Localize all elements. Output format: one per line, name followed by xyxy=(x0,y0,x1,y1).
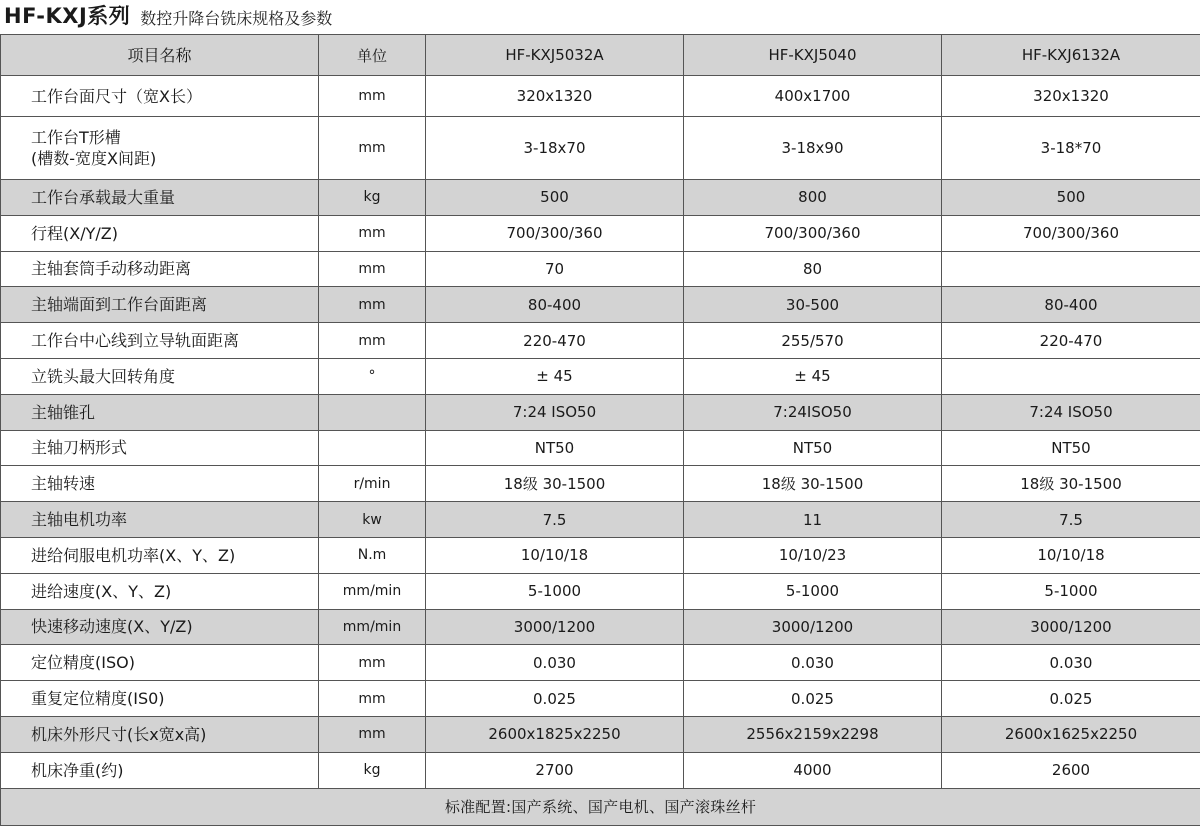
row-item-label: 工作台面尺寸（宽X长） xyxy=(1,76,319,117)
row-item-label: 机床外形尺寸(长x宽x高) xyxy=(1,716,319,752)
row-unit: mm xyxy=(319,323,426,359)
row-unit: r/min xyxy=(319,466,426,502)
table-row xyxy=(1,287,1200,323)
table-row xyxy=(1,537,1200,573)
table-row xyxy=(1,645,1200,681)
table-row xyxy=(1,358,1200,394)
row-item-label: 行程(X/Y/Z) xyxy=(1,215,319,251)
row-item-label: 工作台中心线到立导轨面距离 xyxy=(1,323,319,359)
row-value-model-3: 500 xyxy=(942,180,1200,216)
row-item-label: 主轴电机功率 xyxy=(1,502,319,538)
row-item-label-line2: (槽数-宽度X间距) xyxy=(31,149,157,168)
row-item-label: 主轴套筒手动移动距离 xyxy=(1,251,319,287)
row-item-label: 主轴端面到工作台面距离 xyxy=(1,287,319,323)
row-value-model-2: 3-18x90 xyxy=(684,117,942,180)
page-header xyxy=(0,0,1200,34)
row-value-model-3: 7:24 ISO50 xyxy=(942,394,1200,430)
row-value-model-3: 80-400 xyxy=(942,287,1200,323)
row-value-model-2: 4000 xyxy=(684,752,942,788)
row-value-model-2: 2556x2159x2298 xyxy=(684,716,942,752)
column-header-model-1: HF-KXJ5032A xyxy=(426,35,684,76)
row-value-model-2: 3000/1200 xyxy=(684,609,942,645)
row-value-model-2: 10/10/23 xyxy=(684,537,942,573)
row-unit: mm xyxy=(319,215,426,251)
row-value-model-2: 5-1000 xyxy=(684,573,942,609)
row-value-model-1: 70 xyxy=(426,251,684,287)
row-value-model-1: 2700 xyxy=(426,752,684,788)
row-value-model-3 xyxy=(942,358,1200,394)
row-item-label: 重复定位精度(IS0) xyxy=(1,681,319,717)
row-value-model-2: ± 45 xyxy=(684,358,942,394)
table-row xyxy=(1,323,1200,359)
row-value-model-2: NT50 xyxy=(684,430,942,466)
row-value-model-1: 320x1320 xyxy=(426,76,684,117)
row-value-model-1: 18级 30-1500 xyxy=(426,466,684,502)
row-value-model-1: NT50 xyxy=(426,430,684,466)
table-header-row xyxy=(1,35,1200,76)
row-value-model-3: 3000/1200 xyxy=(942,609,1200,645)
row-item-label: 立铣头最大回转角度 xyxy=(1,358,319,394)
standard-config-note: 标准配置:国产系统、国产电机、国产滚珠丝杆 xyxy=(1,788,1200,825)
column-header-item: 项目名称 xyxy=(1,35,319,76)
page-subtitle: 数控升降台铣床规格及参数 xyxy=(140,9,333,28)
row-unit: kg xyxy=(319,180,426,216)
row-value-model-3: 18级 30-1500 xyxy=(942,466,1200,502)
row-unit xyxy=(319,430,426,466)
row-value-model-1: 0.025 xyxy=(426,681,684,717)
row-value-model-1: 5-1000 xyxy=(426,573,684,609)
row-value-model-2: 11 xyxy=(684,502,942,538)
row-value-model-3: NT50 xyxy=(942,430,1200,466)
row-value-model-1: 3-18x70 xyxy=(426,117,684,180)
row-value-model-3: 320x1320 xyxy=(942,76,1200,117)
row-unit: mm xyxy=(319,251,426,287)
row-item-label: 工作台承载最大重量 xyxy=(1,180,319,216)
spec-table xyxy=(0,34,1200,826)
table-row xyxy=(1,430,1200,466)
table-footer-row xyxy=(1,788,1200,825)
row-item-label: 主轴刀柄形式 xyxy=(1,430,319,466)
row-unit: mm xyxy=(319,76,426,117)
row-unit: kw xyxy=(319,502,426,538)
table-row xyxy=(1,76,1200,117)
table-row xyxy=(1,609,1200,645)
row-value-model-1: 700/300/360 xyxy=(426,215,684,251)
row-value-model-2: 7:24ISO50 xyxy=(684,394,942,430)
row-value-model-3: 10/10/18 xyxy=(942,537,1200,573)
row-item-label: 机床净重(约) xyxy=(1,752,319,788)
table-row xyxy=(1,180,1200,216)
row-value-model-2: 30-500 xyxy=(684,287,942,323)
row-value-model-1: 2600x1825x2250 xyxy=(426,716,684,752)
row-unit: mm/min xyxy=(319,573,426,609)
row-value-model-2: 400x1700 xyxy=(684,76,942,117)
row-unit: mm/min xyxy=(319,609,426,645)
row-unit: ° xyxy=(319,358,426,394)
row-value-model-3: 220-470 xyxy=(942,323,1200,359)
row-value-model-2: 700/300/360 xyxy=(684,215,942,251)
table-row xyxy=(1,117,1200,180)
table-row xyxy=(1,502,1200,538)
table-row xyxy=(1,681,1200,717)
row-value-model-2: 80 xyxy=(684,251,942,287)
row-item-label-line1: 工作台T形槽 xyxy=(31,128,121,147)
row-value-model-1: 80-400 xyxy=(426,287,684,323)
row-value-model-3: 0.030 xyxy=(942,645,1200,681)
table-row xyxy=(1,394,1200,430)
row-value-model-1: 7:24 ISO50 xyxy=(426,394,684,430)
table-row xyxy=(1,466,1200,502)
table-row xyxy=(1,215,1200,251)
row-item-label: 进给伺服电机功率(X、Y、Z) xyxy=(1,537,319,573)
row-value-model-1: ± 45 xyxy=(426,358,684,394)
row-value-model-3: 700/300/360 xyxy=(942,215,1200,251)
row-value-model-3: 5-1000 xyxy=(942,573,1200,609)
table-row xyxy=(1,752,1200,788)
row-value-model-2: 0.030 xyxy=(684,645,942,681)
row-item-label: 主轴转速 xyxy=(1,466,319,502)
row-unit xyxy=(319,394,426,430)
row-value-model-2: 0.025 xyxy=(684,681,942,717)
row-unit: mm xyxy=(319,716,426,752)
row-unit: mm xyxy=(319,287,426,323)
row-unit: kg xyxy=(319,752,426,788)
row-value-model-3: 2600 xyxy=(942,752,1200,788)
series-title: HF-KXJ系列 xyxy=(4,4,131,28)
row-item-label: 进给速度(X、Y、Z) xyxy=(1,573,319,609)
table-row xyxy=(1,251,1200,287)
row-value-model-1: 0.030 xyxy=(426,645,684,681)
table-row xyxy=(1,716,1200,752)
row-value-model-1: 220-470 xyxy=(426,323,684,359)
column-header-model-2: HF-KXJ5040 xyxy=(684,35,942,76)
row-value-model-2: 255/570 xyxy=(684,323,942,359)
row-value-model-3: 2600x1625x2250 xyxy=(942,716,1200,752)
row-value-model-1: 3000/1200 xyxy=(426,609,684,645)
row-unit: mm xyxy=(319,117,426,180)
row-item-label: 主轴锥孔 xyxy=(1,394,319,430)
row-value-model-3: 3-18*70 xyxy=(942,117,1200,180)
row-item-label xyxy=(1,117,319,180)
row-unit: mm xyxy=(319,681,426,717)
row-unit: N.m xyxy=(319,537,426,573)
row-value-model-2: 800 xyxy=(684,180,942,216)
row-value-model-1: 10/10/18 xyxy=(426,537,684,573)
row-item-label: 快速移动速度(X、Y/Z) xyxy=(1,609,319,645)
row-value-model-3 xyxy=(942,251,1200,287)
row-value-model-2: 18级 30-1500 xyxy=(684,466,942,502)
row-item-label: 定位精度(ISO) xyxy=(1,645,319,681)
row-value-model-3: 7.5 xyxy=(942,502,1200,538)
row-unit: mm xyxy=(319,645,426,681)
column-header-unit: 单位 xyxy=(319,35,426,76)
row-value-model-1: 500 xyxy=(426,180,684,216)
table-row xyxy=(1,573,1200,609)
row-value-model-3: 0.025 xyxy=(942,681,1200,717)
column-header-model-3: HF-KXJ6132A xyxy=(942,35,1200,76)
row-value-model-1: 7.5 xyxy=(426,502,684,538)
